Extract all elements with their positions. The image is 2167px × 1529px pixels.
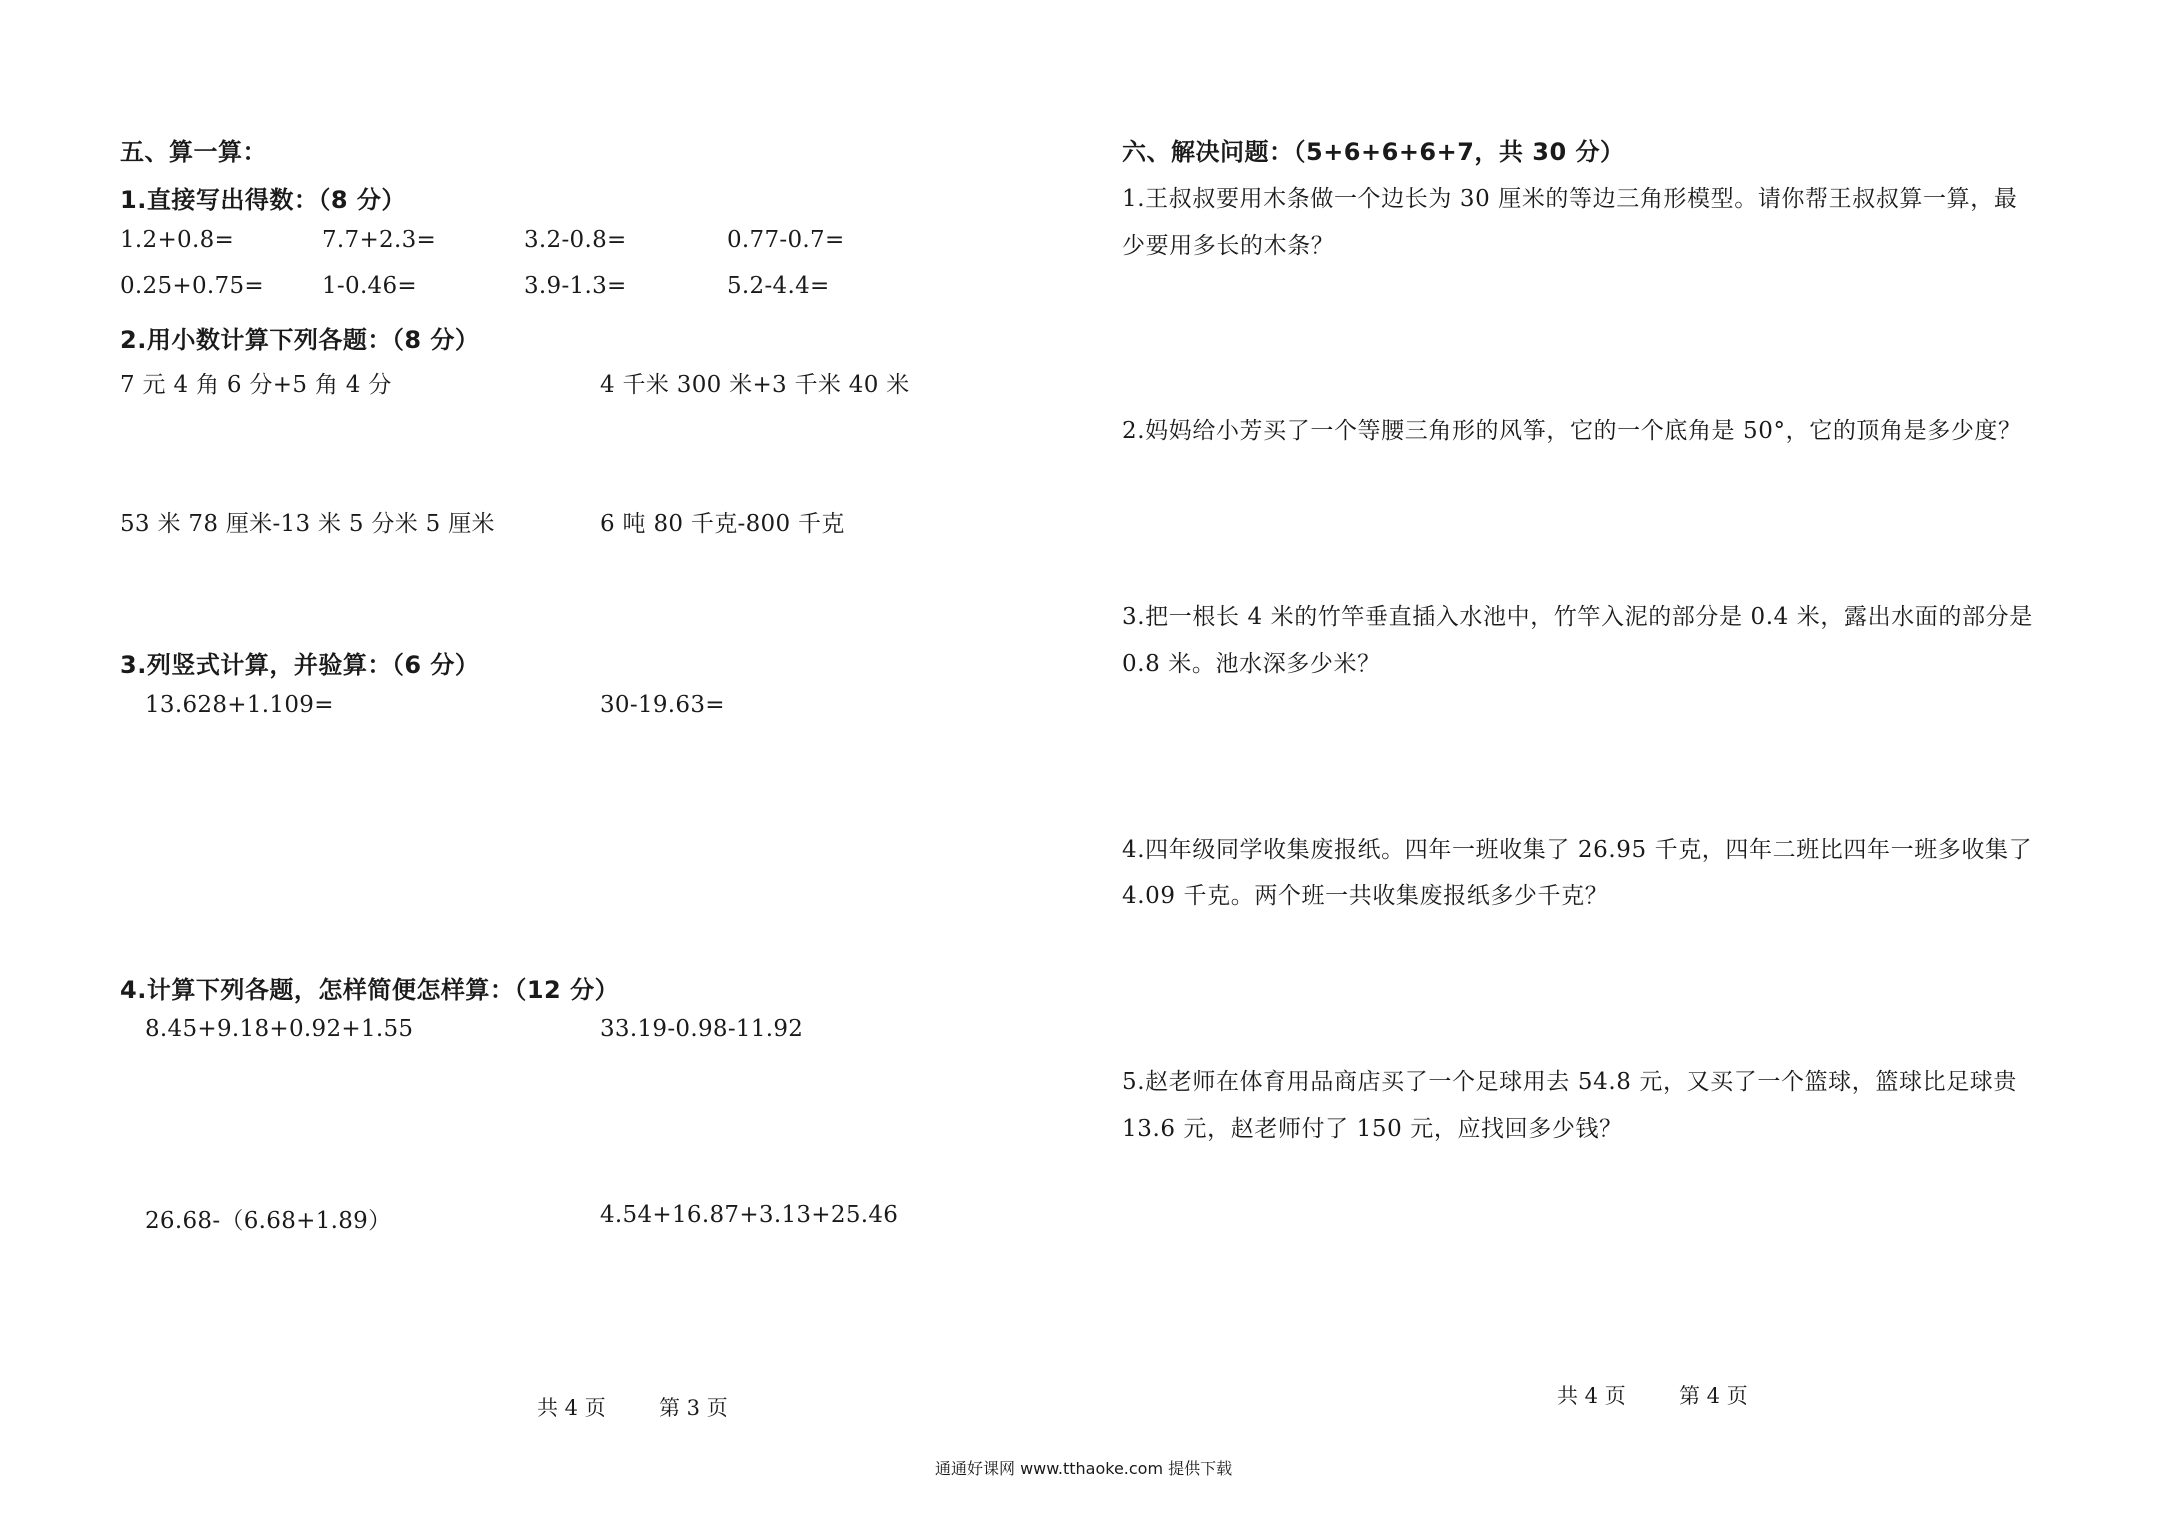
problem-3-line-2: 0.8 米。池水深多少米？: [1122, 651, 1381, 677]
q4-title: 4.计算下列各题，怎样简便怎样算：（12 分）: [120, 976, 620, 1004]
section-five-title: 五、算一算：: [120, 138, 267, 166]
q2-item: 7 元 4 角 6 分+5 角 4 分: [120, 372, 392, 398]
q1-item: 1.2+0.8=: [120, 227, 235, 253]
problem-1-line-2: 少要用多长的木条？: [1122, 233, 1335, 259]
problem-1-line-1: 1.王叔叔要用木条做一个边长为 30 厘米的等边三角形模型。请你帮王叔叔算一算，最: [1122, 186, 2018, 212]
q4-item: 26.68-（6.68+1.89）: [145, 1208, 392, 1234]
q3-item: 13.628+1.109=: [145, 692, 334, 718]
left-footer-total: 共 4 页: [537, 1396, 606, 1420]
problem-5-line-2: 13.6 元，赵老师付了 150 元，应找回多少钱？: [1122, 1116, 1623, 1142]
q1-item: 0.25+0.75=: [120, 273, 264, 299]
problem-2-line-1: 2.妈妈给小芳买了一个等腰三角形的风筝，它的一个底角是 50°，它的顶角是多少度？: [1122, 418, 2022, 444]
q2-item: 4 千米 300 米+3 千米 40 米: [600, 372, 910, 398]
q1-item: 3.2-0.8=: [524, 227, 627, 253]
q2-title: 2.用小数计算下列各题：（8 分）: [120, 326, 480, 354]
right-footer-total: 共 4 页: [1557, 1384, 1626, 1408]
problem-3-line-1: 3.把一根长 4 米的竹竿垂直插入水池中，竹竿入泥的部分是 0.4 米，露出水面的部分是: [1122, 604, 2033, 630]
q4-item: 8.45+9.18+0.92+1.55: [145, 1016, 414, 1042]
q1-item: 7.7+2.3=: [322, 227, 437, 253]
q4-item: 4.54+16.87+3.13+25.46: [600, 1202, 899, 1228]
q1-item: 5.2-4.4=: [727, 273, 830, 299]
q3-item: 30-19.63=: [600, 692, 725, 718]
q3-title: 3.列竖式计算，并验算：（6 分）: [120, 651, 480, 679]
section-six-title: 六、解决问题：（5+6+6+6+7，共 30 分）: [1122, 138, 1625, 166]
right-footer-page: 第 4 页: [1679, 1384, 1748, 1408]
q1-item: 0.77-0.7=: [727, 227, 845, 253]
problem-4-line-2: 4.09 千克。两个班一共收集废报纸多少千克？: [1122, 883, 1609, 909]
q1-item: 3.9-1.3=: [524, 273, 627, 299]
source-line: 通通好课网 www.tthaoke.com 提供下载: [935, 1459, 1233, 1478]
q4-item: 33.19-0.98-11.92: [600, 1016, 804, 1042]
q2-item: 6 吨 80 千克-800 千克: [600, 511, 845, 537]
q1-item: 1-0.46=: [322, 273, 417, 299]
problem-4-line-1: 4.四年级同学收集废报纸。四年一班收集了 26.95 千克，四年二班比四年一班多收集了: [1122, 837, 2033, 863]
problem-5-line-1: 5.赵老师在体育用品商店买了一个足球用去 54.8 元，又买了一个篮球，篮球比足球贵: [1122, 1069, 2017, 1095]
q2-item: 53 米 78 厘米-13 米 5 分米 5 厘米: [120, 511, 495, 537]
q1-title: 1.直接写出得数：（8 分）: [120, 186, 406, 214]
left-footer-page: 第 3 页: [659, 1396, 728, 1420]
